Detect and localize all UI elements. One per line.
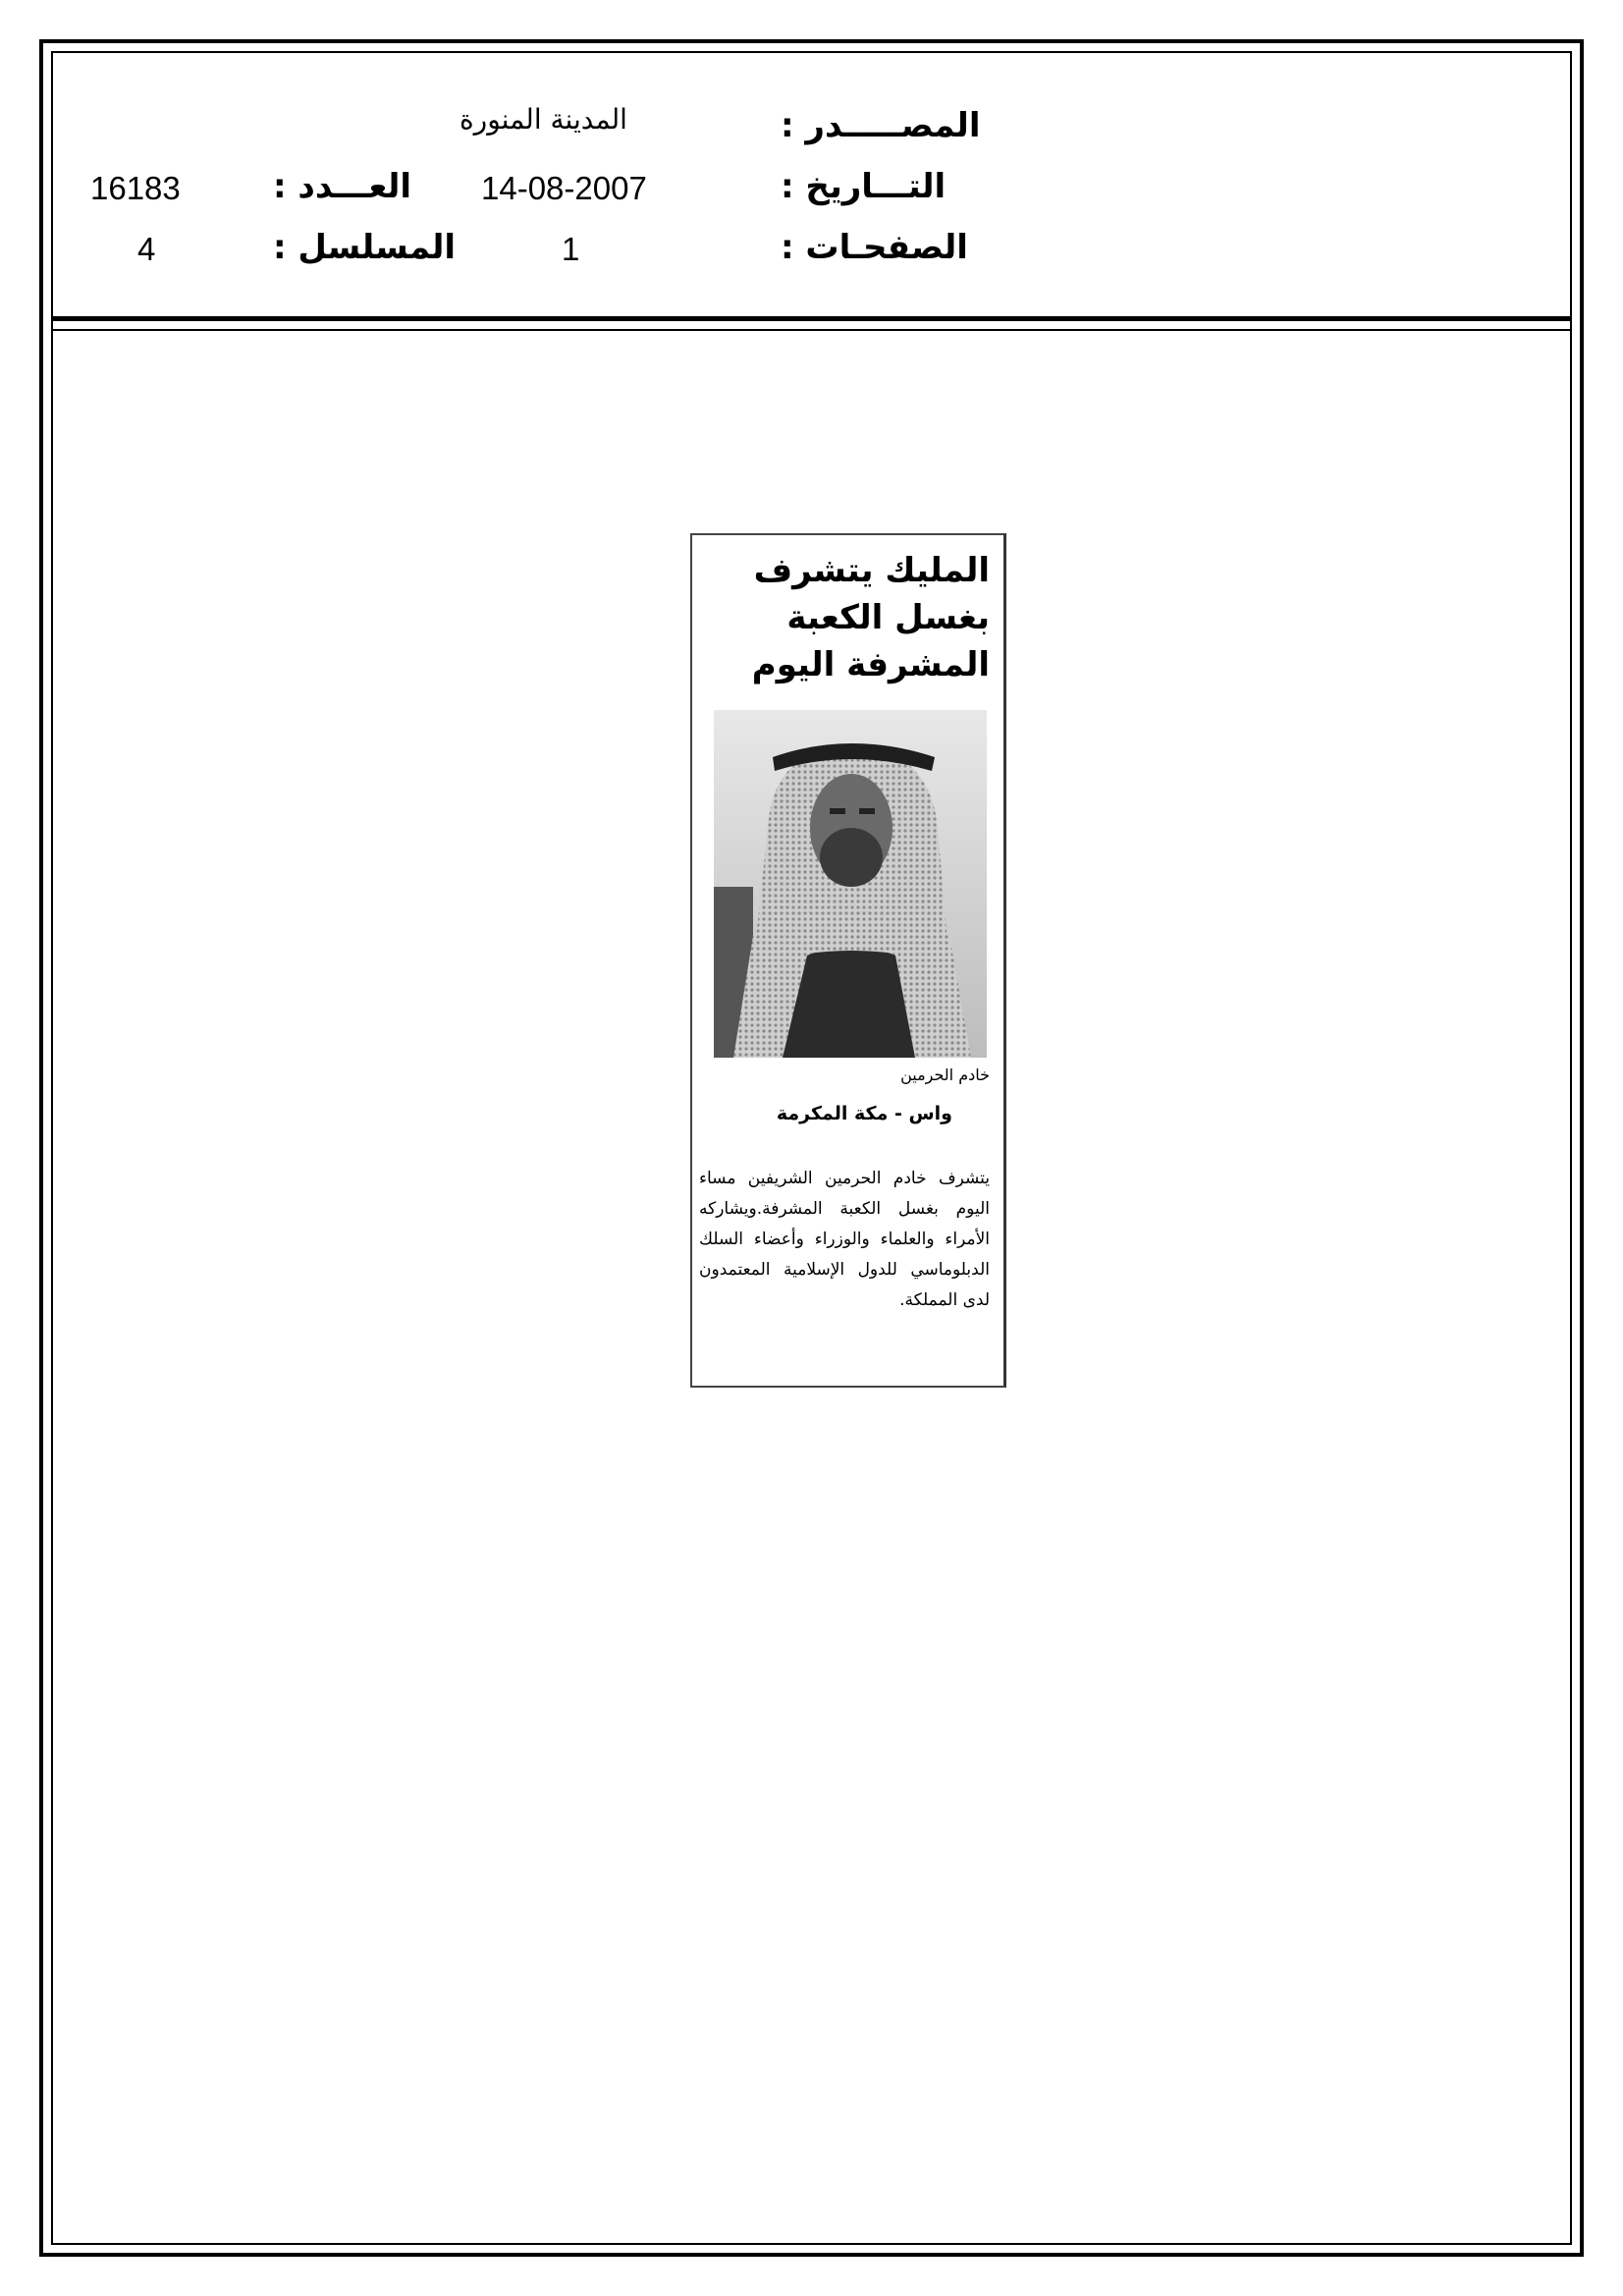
byline: واس - مكة المكرمة bbox=[776, 1103, 952, 1124]
pages-label: الصفحـات : bbox=[781, 228, 968, 267]
news-clipping bbox=[690, 533, 1006, 1388]
clipping-headline bbox=[695, 547, 990, 688]
article-body: يتشرف خادم الحرمين الشريفين مساء اليوم بغسل الكعبة المشرفة.ويشاركه الأمراء والعلماء والوزراء وأعضاء السلك الدبلوماسي للدول الإسلامية المعتمدون لدى المملكة. bbox=[699, 1169, 990, 1310]
portrait-photo bbox=[714, 710, 987, 1058]
serial-value: 4 bbox=[137, 231, 156, 267]
headline-line: المشرفة اليوم bbox=[751, 645, 990, 684]
source-value: المدينة المنورة bbox=[460, 103, 627, 136]
date-value: 14-08-2007 bbox=[481, 170, 647, 206]
issue-label: العـــدد : bbox=[273, 167, 411, 206]
photo-caption: خادم الحرمين bbox=[900, 1066, 990, 1084]
headline-line: المليك يتشرف bbox=[753, 551, 990, 590]
headline-line: بغسل الكعبة bbox=[786, 598, 990, 637]
source-label: المصـــــدر : bbox=[781, 106, 981, 145]
header-divider bbox=[51, 316, 1572, 321]
pages-value: 1 bbox=[562, 231, 580, 267]
header-divider-thin bbox=[51, 329, 1572, 331]
date-label: التـــاريخ : bbox=[781, 167, 947, 206]
issue-value: 16183 bbox=[90, 170, 181, 206]
serial-label: المسلسل : bbox=[273, 228, 457, 267]
